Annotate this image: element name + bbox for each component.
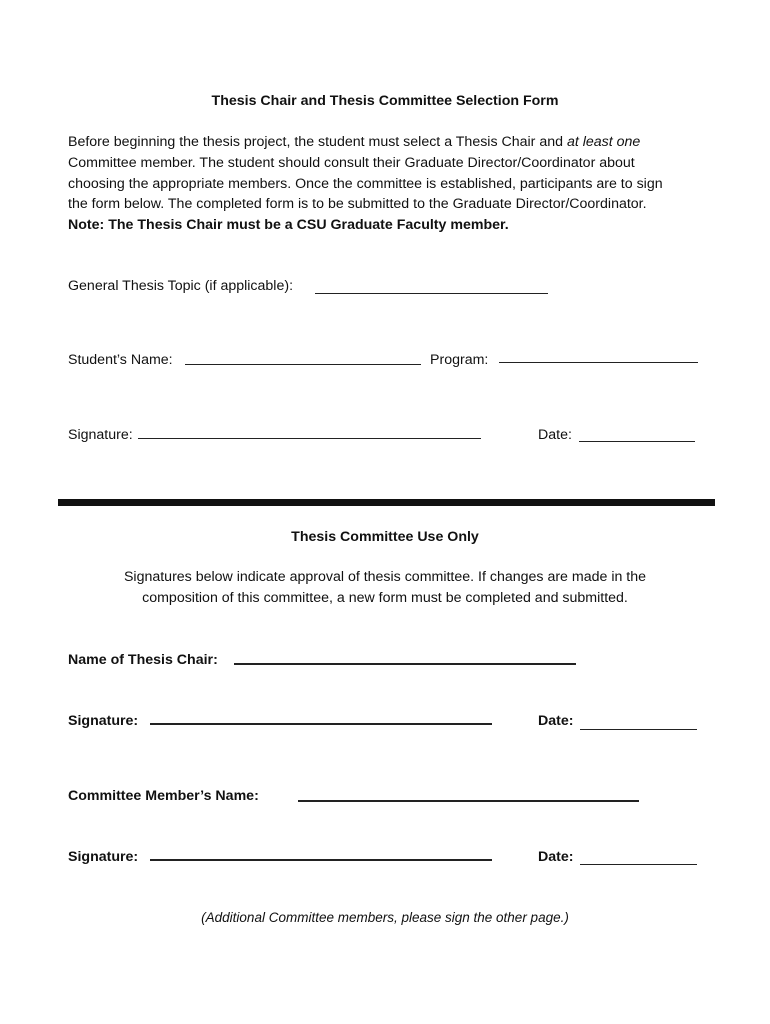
form-title: Thesis Chair and Thesis Committee Selection Form [211, 93, 559, 109]
member-name-field[interactable] [298, 800, 639, 802]
approval-text [0, 567, 770, 609]
student-signature-field[interactable] [138, 438, 481, 439]
student-signature-label: Signature: [68, 427, 133, 443]
intro-emphasis: at least one [566, 134, 641, 150]
chair-name-field[interactable] [234, 663, 576, 665]
topic-label: General Thesis Topic (if applicable): [68, 278, 294, 294]
approval-line-2: composition of this committee, a new form must be completed and submitted. [142, 590, 628, 606]
intro-line-2: Committee member. The student should consult their Graduate Director/Coordinator about [68, 154, 635, 171]
member-date-field[interactable] [580, 864, 697, 865]
topic-field[interactable] [315, 293, 548, 294]
intro-line-3: choosing the appropriate members. Once the committee is established, participants are to sign [68, 175, 663, 192]
intro-line-4: the form below. The completed form is to be submitted to the Graduate Director/Coordinator. [68, 196, 647, 213]
student-name-field[interactable] [185, 364, 421, 365]
student-date-label: Date: [538, 427, 572, 443]
member-name-label: Committee Member’s Name: [68, 788, 259, 804]
chair-date-label: Date: [538, 713, 574, 729]
chair-signature-field[interactable] [150, 723, 492, 725]
intro-line-1 [68, 132, 708, 153]
program-label: Program: [430, 352, 489, 368]
section-divider [58, 499, 715, 506]
member-date-label: Date: [538, 849, 574, 865]
committee-section-title: Thesis Committee Use Only [291, 529, 479, 545]
member-signature-label: Signature: [68, 849, 139, 865]
student-date-field[interactable] [579, 441, 695, 442]
member-signature-field[interactable] [150, 859, 492, 861]
chair-signature-label: Signature: [68, 713, 139, 729]
approval-line-1: Signatures below indicate approval of thesis committee. If changes are made in the [123, 569, 647, 585]
intro-paragraph [68, 132, 708, 236]
chair-name-label: Name of Thesis Chair: [68, 652, 218, 668]
intro-line-1-text: Before beginning the thesis project, the student must select a Thesis Chair and [68, 134, 567, 150]
student-name-label: Student’s Name: [68, 352, 173, 368]
program-field[interactable] [499, 362, 698, 363]
chair-date-field[interactable] [580, 729, 697, 730]
intro-note: Note: The Thesis Chair must be a CSU Graduate Faculty member. [68, 217, 509, 234]
footnote: (Additional Committee members, please sign the other page.) [201, 910, 569, 925]
